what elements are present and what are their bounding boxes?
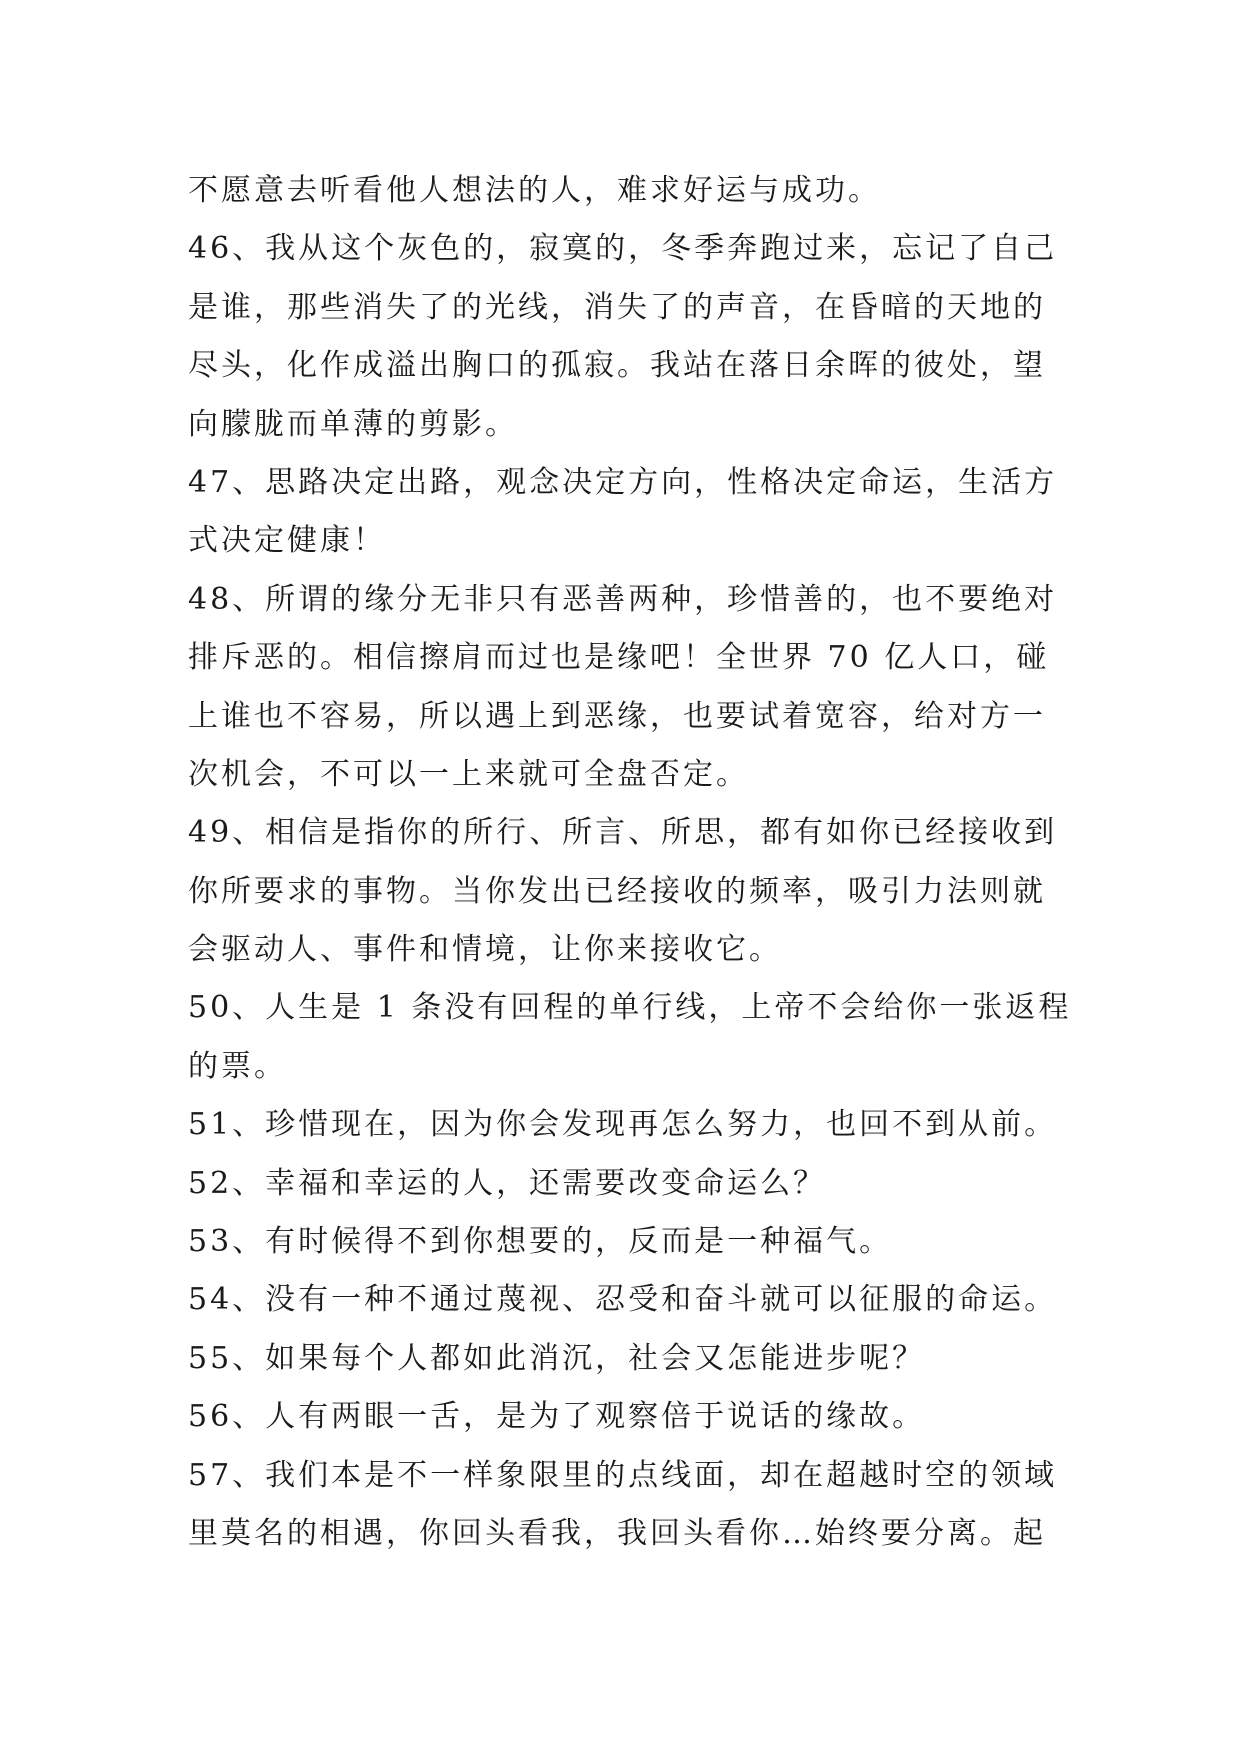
text-line: 的票。 [188, 1048, 287, 1084]
text-line: 里莫名的相遇，你回头看我，我回头看你…始终要分离。起 [188, 1515, 1046, 1551]
text-line: 55、如果每个人都如此消沉，社会又怎能进步呢？ [188, 1340, 926, 1376]
text-line: 会驱动人、事件和情境，让你来接收它。 [188, 932, 782, 968]
text-line: 是谁，那些消失了的光线，消失了的声音，在昏暗的天地的 [188, 289, 1046, 325]
text-line: 53、有时候得不到你想要的，反而是一种福气。 [188, 1224, 893, 1260]
text-line: 56、人有两眼一舌，是为了观察倍于说话的缘故。 [188, 1399, 926, 1435]
text-line: 不愿意去听看他人想法的人，难求好运与成功。 [188, 173, 881, 208]
text-line: 52、幸福和幸运的人，还需要改变命运么？ [188, 1165, 827, 1201]
text-line: 你所要求的事物。当你发出已经接收的频率，吸引力法则就 [188, 873, 1046, 909]
text-line: 47、思路决定出路，观念决定方向，性格决定命运，生活方 [188, 464, 1058, 500]
text-line: 上谁也不容易，所以遇上到恶缘，也要试着宽容，给对方一 [188, 698, 1046, 734]
text-line: 46、我从这个灰色的，寂寞的，冬季奔跑过来，忘记了自己 [188, 231, 1058, 267]
text-line: 48、所谓的缘分无非只有恶善两种，珍惜善的，也不要绝对 [188, 581, 1058, 617]
text-line: 51、珍惜现在，因为你会发现再怎么努力，也回不到从前。 [188, 1107, 1058, 1143]
text-line: 50、人生是 1 条没有回程的单行线，上帝不会给你一张返程 [188, 990, 1072, 1026]
text-line: 57、我们本是不一样象限里的点线面，却在超越时空的领域 [188, 1457, 1058, 1493]
text-line: 54、没有一种不通过蔑视、忍受和奋斗就可以征服的命运。 [188, 1282, 1058, 1318]
text-line: 向朦胧而单薄的剪影。 [188, 406, 518, 442]
text-line: 排斥恶的。相信擦肩而过也是缘吧！全世界 70 亿人口，碰 [188, 640, 1050, 676]
text-line: 49、相信是指你的所行、所言、所思，都有如你已经接收到 [188, 815, 1058, 851]
text-line: 式决定健康！ [188, 523, 386, 559]
text-line: 尽头，化作成溢出胸口的孤寂。我站在落日余晖的彼处，望 [188, 348, 1046, 384]
text-line: 次机会，不可以一上来就可全盘否定。 [188, 756, 749, 792]
document-body [188, 162, 1072, 1563]
